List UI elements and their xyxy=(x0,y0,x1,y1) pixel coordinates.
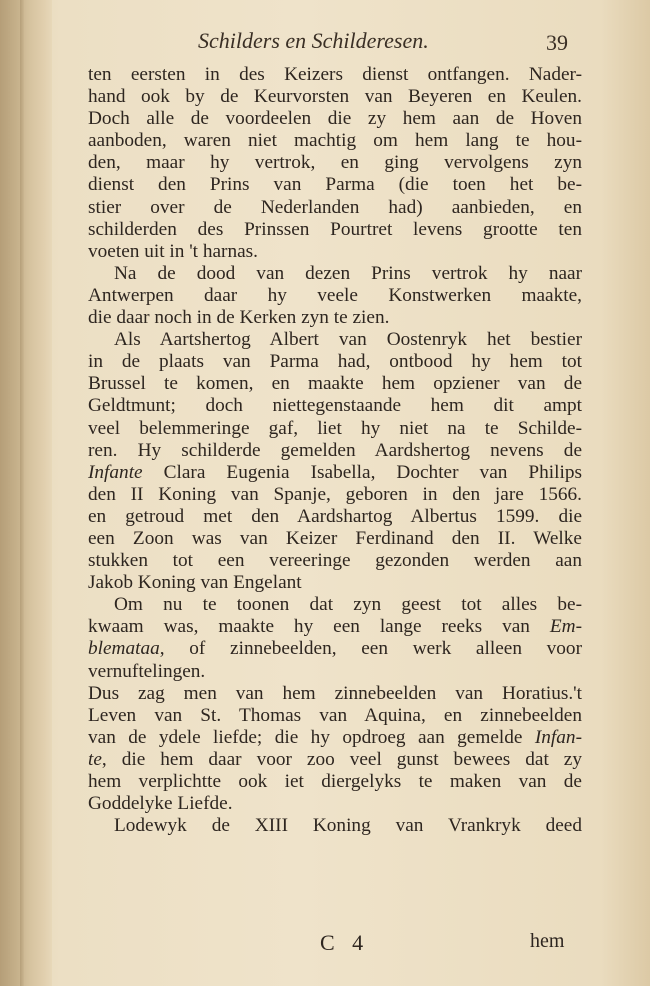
text-line xyxy=(88,793,582,815)
text-line xyxy=(88,749,582,771)
text-line xyxy=(88,528,582,550)
text-segment: Clara Eugenia Isabella, Dochter van Philips xyxy=(142,461,582,483)
page-header xyxy=(0,28,650,62)
text-segment: Goddelyke Liefde. xyxy=(88,793,233,815)
catchword: hem xyxy=(530,930,565,952)
text-line xyxy=(88,727,582,749)
text-segment: den II Koning van Spanje, geboren in den jare 1566. xyxy=(88,483,582,505)
text-segment: in de plaats van Parma had, ontbood hy hem tot xyxy=(88,351,582,373)
text-line xyxy=(88,285,582,307)
text-segment: ten eersten in des Keizers dienst ontfangen. Nader- xyxy=(88,64,582,85)
text-segment: , die hem daar voor zoo veel gunst bewees dat zy xyxy=(101,748,582,770)
text-segment: blemataa xyxy=(88,638,160,660)
text-segment: voeten uit in 't harnas. xyxy=(88,240,259,262)
text-segment: Leven van St. Thomas van Aquina, en zinnebeelden xyxy=(88,704,582,726)
text-segment: Brussel te komen, en maakte hem opziener van de xyxy=(88,373,582,395)
text-segment: hand ook by de Keurvorsten van Beyeren en Keulen. xyxy=(88,86,582,108)
text-segment: van de ydele liefde; die hy opdroeg aan gemelde xyxy=(88,726,535,748)
text-segment: Antwerpen daar hy veele Konstwerken maakte, xyxy=(88,284,582,306)
body-text xyxy=(88,64,582,837)
text-line xyxy=(88,440,582,462)
text-line xyxy=(88,174,582,196)
text-segment: Lodewyk de XIII Koning van Vrankryk deed xyxy=(114,815,582,837)
text-line xyxy=(88,462,582,484)
text-line xyxy=(88,197,582,219)
text-segment: , of zinnebeelden, een werk alleen voor xyxy=(159,638,582,660)
text-line xyxy=(88,418,582,440)
signature-mark: C 4 xyxy=(320,930,370,955)
text-segment: Dus zag men van hem zinnebeelden van Horatius.'t xyxy=(88,682,582,704)
text-line xyxy=(88,705,582,727)
text-line xyxy=(88,771,582,793)
text-line xyxy=(88,550,582,572)
text-line xyxy=(88,373,582,395)
text-line xyxy=(88,395,582,417)
text-line xyxy=(88,616,582,638)
page-number: 39 xyxy=(546,30,568,55)
text-line xyxy=(88,263,582,285)
text-segment: veel belemmeringe gaf, liet hy niet na te Schilde- xyxy=(88,417,582,439)
text-line xyxy=(88,86,582,108)
binding-shadow xyxy=(20,0,24,986)
text-segment: vernuftelingen. xyxy=(88,660,206,682)
text-segment: te xyxy=(88,748,102,770)
text-line xyxy=(88,351,582,373)
text-line xyxy=(88,64,582,86)
page-binding xyxy=(0,0,52,986)
text-segment: Om nu te toonen dat zyn geest tot alles be- xyxy=(114,594,582,616)
text-line xyxy=(88,241,582,263)
text-segment: en getroud met den Aardshartog Albertus 1599. die xyxy=(88,505,582,527)
text-segment: Em- xyxy=(549,616,582,638)
text-segment: Infan- xyxy=(534,726,582,748)
text-line xyxy=(88,152,582,174)
text-segment: aanboden, waren niet machtig om hem lang te hou- xyxy=(88,130,582,152)
text-line xyxy=(88,661,582,683)
text-segment: Na de dood van dezen Prins vertrok hy naar xyxy=(114,262,582,284)
text-line xyxy=(88,683,582,705)
text-segment: die daar noch in de Kerken zyn te zien. xyxy=(88,307,390,329)
text-line xyxy=(88,506,582,528)
text-segment: Als Aartshertog Albert van Oostenryk het bestier xyxy=(114,329,582,351)
text-segment: Jakob Koning van Engelant xyxy=(88,572,302,594)
text-line xyxy=(88,815,582,837)
text-line xyxy=(88,219,582,241)
text-segment: stier over de Nederlanden had) aanbieden, en xyxy=(88,196,582,218)
text-line xyxy=(88,572,582,594)
text-segment: ren. Hy schilderde gemelden Aardshertog nevens de xyxy=(88,439,582,461)
text-line xyxy=(88,484,582,506)
text-line xyxy=(88,594,582,616)
text-segment: schilderden des Prinssen Pourtret levens grootte ten xyxy=(88,218,582,240)
text-line xyxy=(88,130,582,152)
text-segment: stukken tot een vereeringe gezonden werden aan xyxy=(88,550,582,572)
text-line xyxy=(88,307,582,329)
text-line xyxy=(88,638,582,660)
text-line xyxy=(88,329,582,351)
text-segment: Doch alle de voordeelen die zy hem aan de Hoven xyxy=(88,108,582,130)
text-segment: een Zoon was van Keizer Ferdinand den II. Welke xyxy=(88,527,582,549)
text-segment: dienst den Prins van Parma (die toen het be- xyxy=(88,174,582,196)
page-footer xyxy=(0,930,650,960)
running-head: Schilders en Schilderesen. xyxy=(198,28,429,53)
text-segment: Geldtmunt; doch niettegenstaande hem dit ampt xyxy=(88,395,582,417)
text-segment: kwaam was, maakte hy een lange reeks van xyxy=(88,616,550,638)
text-segment: hem verplichtte ook iet diergelyks te maken van de xyxy=(88,771,582,792)
text-line xyxy=(88,108,582,130)
text-segment: Infante xyxy=(88,461,143,483)
text-segment: den, maar hy vertrok, en ging vervolgens zyn xyxy=(88,152,582,174)
